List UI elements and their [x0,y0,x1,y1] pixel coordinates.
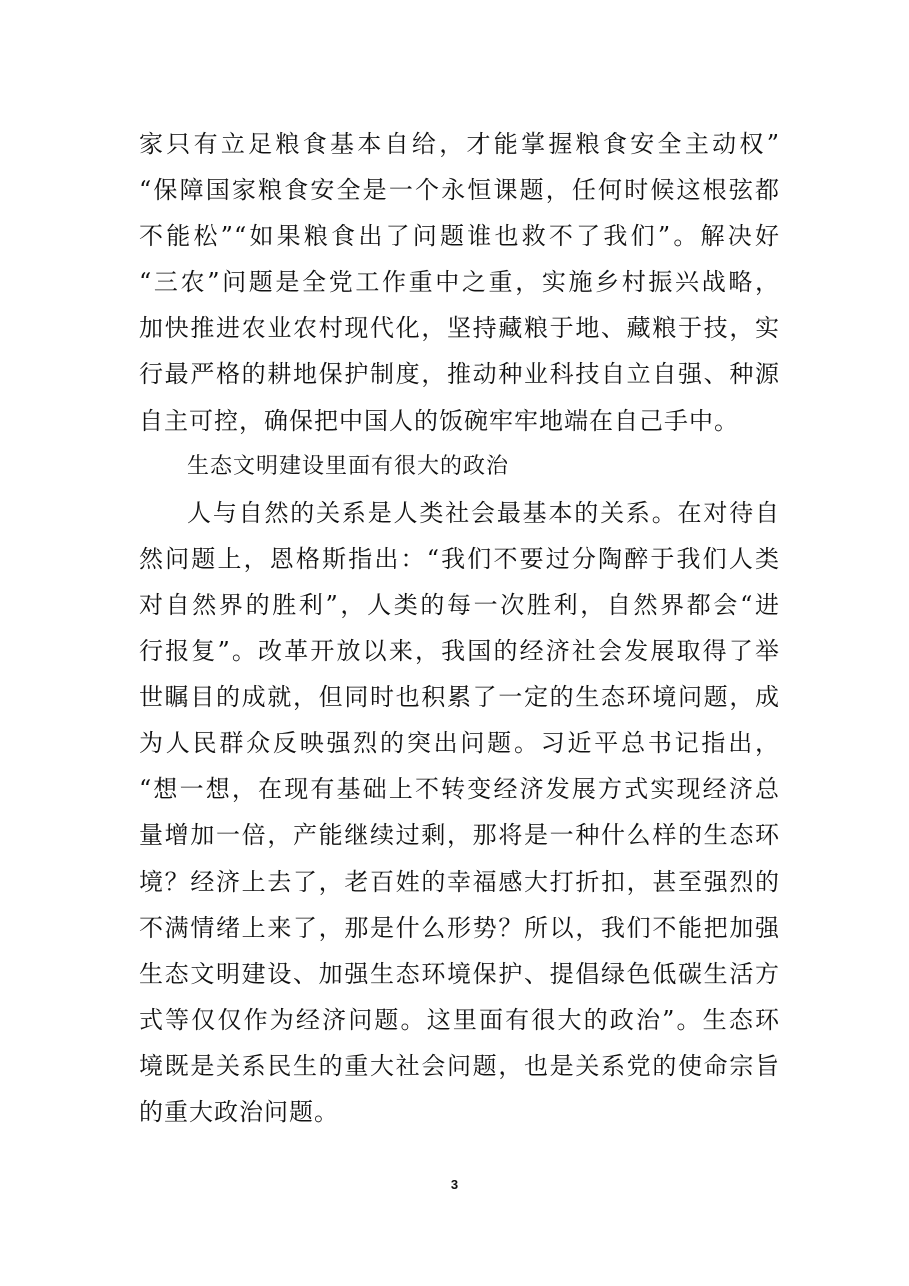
paragraph-line: 的重大政治问题。 [139,1097,339,1126]
paragraph-line: 家只有立足粮食基本自给，才能掌握粮食安全主动权” [139,130,780,158]
body-text [139,121,780,1135]
paragraph-line: 不满情绪上来了，那是什么形势？所以，我们不能把加强 [139,913,780,942]
paragraph-line: 对自然界的胜利”，人类的每一次胜利，自然界都会“进 [139,590,780,619]
paragraph-line: “保障国家粮食安全是一个永恒课题，任何时候这根弦都 [139,176,780,205]
paragraph-line: 为人民群众反映强烈的突出问题。习近平总书记指出， [139,729,780,758]
paragraph-line: 式等仅仅作为经济问题。这里面有很大的政治”。生态环 [139,1005,780,1034]
paragraph-line: 加快推进农业农村现代化，坚持藏粮于地、藏粮于技，实 [139,314,780,343]
paragraph-line: 生态文明建设、加强生态环境保护、提倡绿色低碳生活方 [139,959,780,988]
paragraph-line: 境？经济上去了，老百姓的幸福感大打折扣，甚至强烈的 [139,867,780,896]
paragraph-line: 行报复”。改革开放以来，我国的经济社会发展取得了举 [139,637,780,666]
paragraph-line: 人与自然的关系是人类社会最基本的关系。在对待自 [187,498,780,527]
paragraph-line: “想一想，在现有基础上不转变经济发展方式实现经济总 [139,775,780,804]
page-number: 3 [450,1177,459,1192]
paragraph-line: 世瞩目的成就，但同时也积累了一定的生态环境问题，成 [139,683,780,712]
paragraph-line: 境既是关系民生的重大社会问题，也是关系党的使命宗旨 [139,1051,780,1080]
section-heading: 生态文明建设里面有很大的政治 [187,453,510,479]
paragraph-line: 量增加一倍，产能继续过剩，那将是一种什么样的生态环 [139,821,780,850]
paragraph-line: “三农”问题是全党工作重中之重，实施乡村振兴战略， [139,268,780,297]
paragraph-line: 不能松”“如果粮食出了问题谁也救不了我们”。解决好 [139,222,780,251]
paragraph-line: 行最严格的耕地保护制度，推动种业科技自立自强、种源 [139,360,780,389]
paragraph-line: 然问题上，恩格斯指出：“我们不要过分陶醉于我们人类 [139,544,780,573]
paragraph-line: 自主可控，确保把中国人的饭碗牢牢地端在自己手中。 [139,406,739,435]
